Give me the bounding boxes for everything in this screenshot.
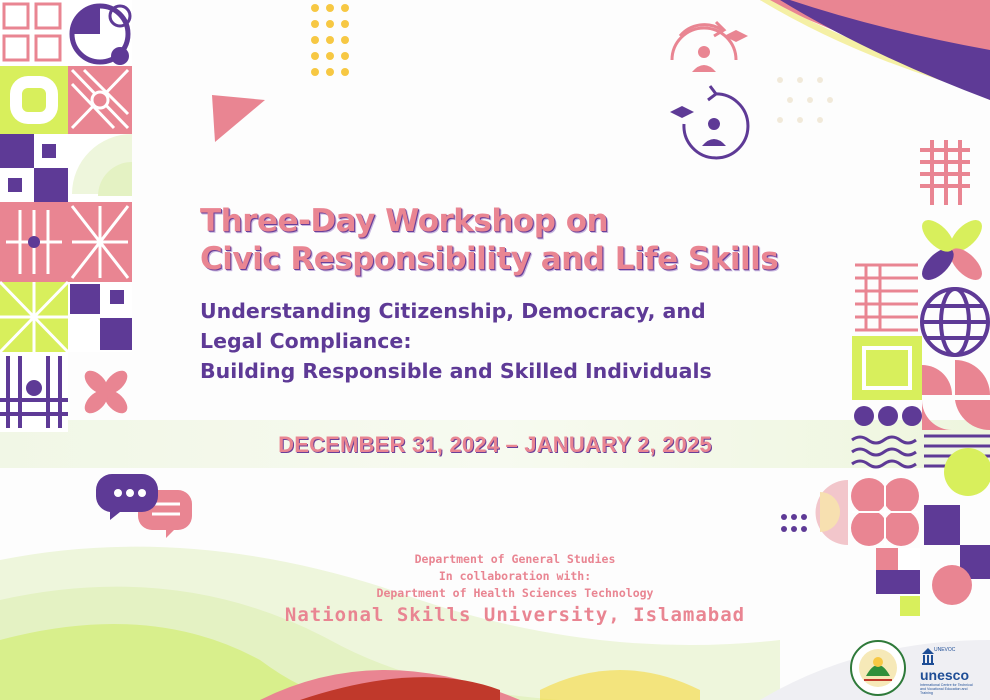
unevoc-label: UNEVOC — [934, 647, 956, 653]
subtitle-line-3: Building Responsible and Skilled Individuals — [200, 359, 712, 383]
left-pattern-column — [0, 0, 132, 432]
workshop-subtitle — [200, 296, 712, 386]
unesco-subtitle: International Centre for Technical and Vocational Education and Training — [920, 683, 973, 695]
teacher-student-cycle-icon — [670, 22, 748, 158]
unesco-logo — [918, 645, 974, 697]
subtitle-line-2: Legal Compliance: — [200, 329, 412, 353]
workshop-dates: DECEMBER 31, 2024 – JANUARY 2, 2025 — [278, 432, 712, 457]
title-line-2: Civic Responsibility and Life Skills — [200, 241, 779, 277]
workshop-title — [200, 202, 778, 278]
dept-line-3: Department of Health Sciences Technology — [376, 586, 654, 600]
globe-icon — [922, 289, 988, 355]
unesco-label: unesco — [920, 667, 970, 683]
title-line-1: Three-Day Workshop on — [200, 203, 609, 239]
dept-line-1: Department of General Studies — [414, 552, 616, 566]
university-name: National Skills University, Islamabad — [284, 604, 746, 626]
triangle-shape — [212, 95, 265, 142]
dept-line-2: In collaboration with: — [438, 569, 592, 583]
subtitle-line-1: Understanding Citizenship, Democracy, and — [200, 299, 706, 323]
chat-bubbles-icon — [96, 474, 192, 538]
right-pattern-column — [781, 140, 990, 616]
nsu-logo — [851, 641, 905, 695]
